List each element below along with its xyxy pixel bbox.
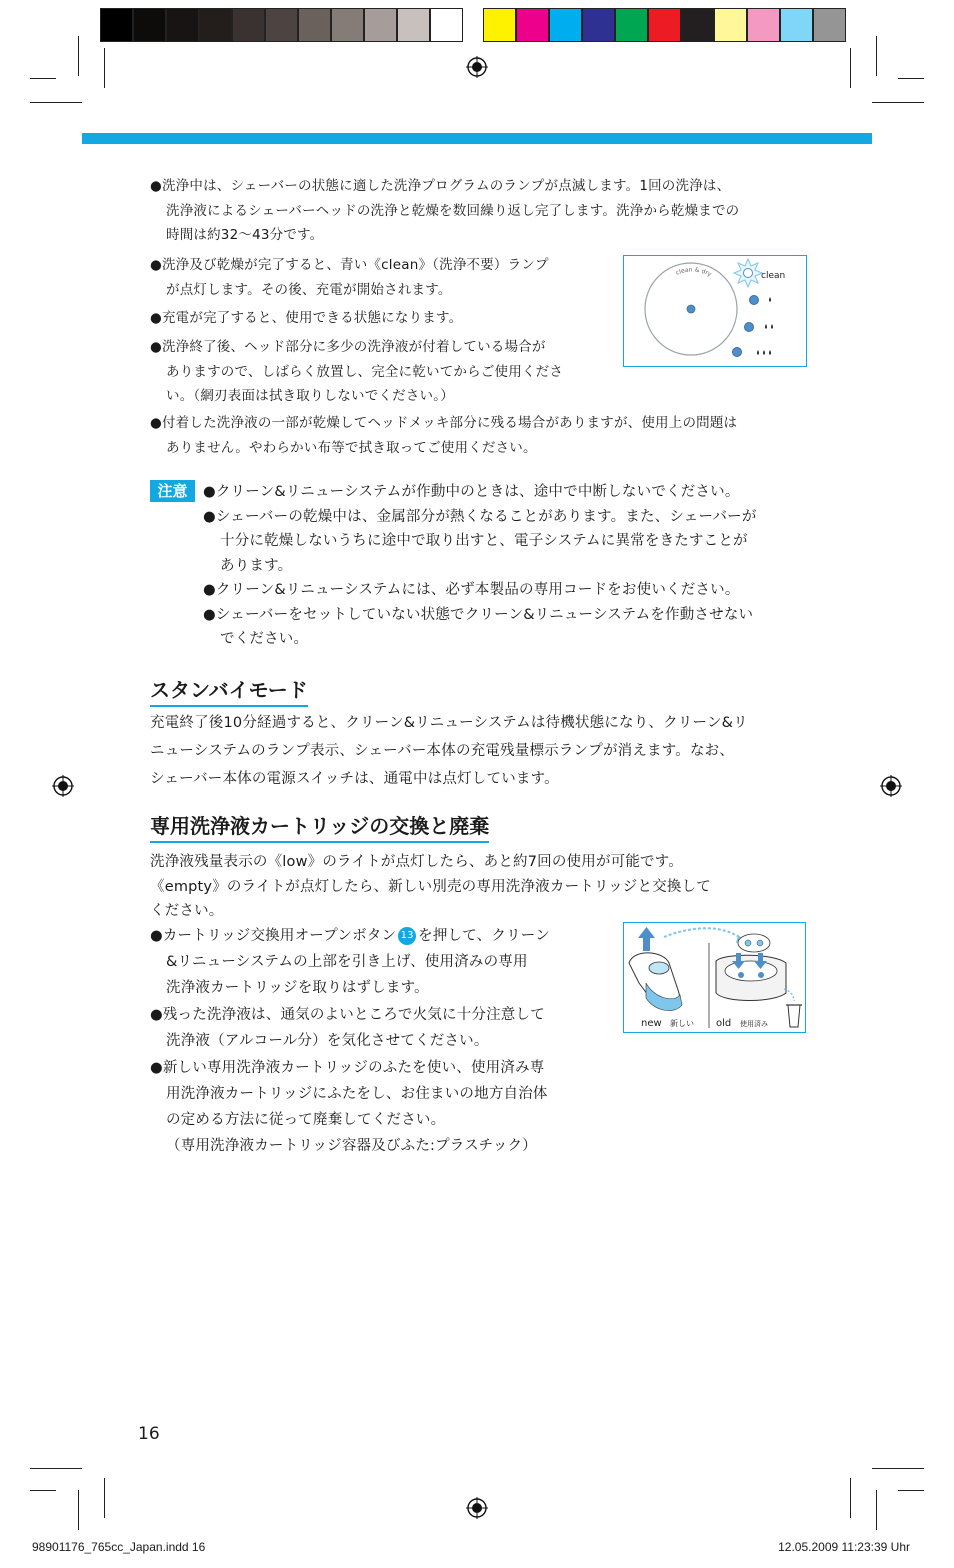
text-line: ●洗浄及び乾燥が完了すると、青い《clean》（洗浄不要）ランプ	[150, 257, 549, 273]
caution-item: ●クリーン&リニューシステムには、必ず本製品の専用コードをお使いください。	[203, 582, 740, 598]
caution-item: ●クリーン&リニューシステムが作動中のときは、途中で中断しないでください。	[203, 484, 740, 500]
registration-mark-icon	[880, 775, 902, 797]
text-line: ●付着した洗浄液の一部が乾燥してヘッドメッキ部分に残る場合がありますが、使用上の問題は	[150, 415, 738, 431]
intro-bullet-1	[150, 174, 739, 248]
cartridge-intro	[150, 850, 711, 924]
registration-mark-icon	[52, 775, 74, 797]
old-label-jp: 使用済み	[740, 1020, 768, 1028]
text-line: 洗浄液（アルコール分）を気化させてください。	[166, 1033, 489, 1049]
color-swatch	[133, 8, 166, 42]
caution-item-cont: でください。	[220, 631, 309, 647]
crop-mark	[872, 102, 924, 103]
text-line: 《empty》のライトが点灯したら、新しい別売の専用洗浄液カートリッジと交換して	[150, 878, 711, 895]
old-label: old	[716, 1018, 732, 1029]
caution-item: ●シェーバーをセットしていない状態でクリーン&リニューシステムを作動させない	[203, 606, 754, 623]
caution-item-cont: 十分に乾燥しないうちに途中で取り出すと、電子システムに異常をきたすことが	[220, 533, 748, 549]
cartridge-illustration	[624, 923, 804, 1031]
caution-tag: 注意	[150, 480, 195, 502]
crop-mark	[898, 78, 924, 79]
color-swatch	[298, 8, 331, 42]
caution-item: ●シェーバーの乾燥中は、金属部分が熱くなることがあります。また、シェーバーが	[203, 508, 757, 525]
text-line: 洗浄液カートリッジを取りはずします。	[166, 980, 429, 996]
color-swatch	[681, 8, 714, 42]
section-title: 専用洗浄液カートリッジの交換と廃棄	[150, 814, 490, 838]
text-line: ●洗浄終了後、ヘッド部分に多少の洗浄液が付着している場合が	[150, 339, 546, 355]
color-swatch	[199, 8, 232, 42]
drop-two-icon	[765, 324, 773, 329]
text-line: ありません。やわらかい布等で拭き取ってご使用ください。	[166, 439, 537, 456]
text-line: が点灯します。その後、充電が開始されます。	[166, 281, 452, 298]
registration-mark-icon	[466, 56, 488, 78]
color-swatch	[813, 8, 846, 42]
color-swatch	[430, 8, 463, 42]
crop-mark	[78, 36, 79, 76]
cartridge-figure	[623, 922, 806, 1033]
color-bar-right	[483, 8, 846, 42]
crop-mark	[876, 1490, 877, 1530]
crop-mark	[850, 1478, 851, 1518]
crop-mark	[872, 1468, 924, 1469]
text-line: い。（網刃表面は拭き取りしないでください。）	[166, 388, 454, 404]
text-line: 用洗浄液カートリッジにふたをし、お住まいの地方自治体	[166, 1086, 548, 1102]
up-arrow-icon	[638, 927, 655, 951]
empty-lamp-icon	[733, 348, 742, 357]
registration-mark-icon	[466, 1497, 488, 1519]
crop-mark	[78, 1490, 79, 1530]
text-line: ●残った洗浄液は、通気のよいところで火気に十分注意して	[150, 1007, 545, 1023]
text-line	[150, 923, 550, 949]
intro-bullet-3	[150, 306, 462, 331]
page-number: 16	[138, 1424, 160, 1444]
text-line: （専用洗浄液カートリッジ容器及びふた:プラスチック）	[166, 1138, 537, 1154]
header-rule	[82, 133, 872, 144]
transfer-arrow	[664, 928, 742, 939]
heading-underline	[150, 841, 489, 843]
low-lamp-icon	[750, 296, 759, 305]
color-swatch	[648, 8, 681, 42]
clean-lamp-icon	[734, 259, 762, 287]
cartridge-bullet-2	[150, 1002, 545, 1054]
color-swatch	[582, 8, 615, 42]
new-label-jp: 新しい	[670, 1019, 694, 1028]
text-line: ありますので、しばらく放置し、完全に乾いてからご使用くださ	[166, 363, 564, 380]
dial-label: clean & dry	[674, 266, 713, 279]
lamp-panel-illustration	[624, 256, 805, 365]
standby-paragraph	[150, 709, 748, 793]
color-swatch	[516, 8, 549, 42]
color-swatch	[615, 8, 648, 42]
text-line: ●新しい専用洗浄液カートリッジのふたを使い、使用済み専	[150, 1060, 545, 1076]
button-13-badge: 13	[398, 927, 416, 945]
text-line: 時間は約32～43分です。	[166, 227, 324, 243]
text-line: 洗浄液によるシェーバーヘッドの洗浄と乾燥を数回繰り返し完了します。洗浄から乾燥までの	[166, 202, 740, 219]
cartridge-bullet-1	[150, 923, 550, 1001]
color-swatch	[265, 8, 298, 42]
color-swatch	[780, 8, 813, 42]
old-cartridge-icon	[716, 934, 786, 1001]
text-line: ●洗浄中は、シェーバーの状態に適した洗浄プログラムのランプが点滅します。1回の洗浄は、	[150, 178, 731, 194]
color-swatch	[747, 8, 780, 42]
color-swatch	[232, 8, 265, 42]
clean-lamp-label: clean	[761, 271, 786, 281]
text-line: ニューシステムのランプ表示、シェーバー本体の充電残量標示ランプが消えます。なお、	[150, 743, 735, 759]
color-swatch	[100, 8, 133, 42]
crop-mark	[30, 78, 56, 79]
text-line: ●充電が完了すると、使用できる状態になります。	[150, 310, 463, 326]
text-fragment: を押して、クリーン	[418, 928, 550, 944]
text-line: の定める方法に従って廃棄してください。	[166, 1112, 446, 1128]
crop-mark	[30, 102, 82, 103]
crop-mark	[850, 48, 851, 88]
crop-mark	[898, 1490, 924, 1491]
crop-mark	[104, 48, 105, 88]
color-swatch	[549, 8, 582, 42]
medium-lamp-icon	[745, 323, 754, 332]
intro-bullet-5	[150, 411, 737, 460]
color-swatch	[364, 8, 397, 42]
crop-mark	[876, 36, 877, 76]
drop-three-icon	[757, 350, 771, 355]
section-heading-standby	[150, 677, 308, 703]
new-label: new	[641, 1018, 662, 1029]
color-swatch	[714, 8, 747, 42]
lamp-panel-figure	[623, 255, 807, 367]
trash-bin-icon	[784, 989, 802, 1027]
text-line: ください。	[150, 903, 224, 919]
caution-item-cont: あります。	[220, 557, 293, 574]
cartridge-bullet-3	[150, 1055, 548, 1159]
color-swatch	[166, 8, 199, 42]
footer-file: 98901176_765cc_Japan.indd 16	[32, 1540, 206, 1554]
color-swatch	[483, 8, 516, 42]
crop-mark	[30, 1468, 82, 1469]
color-swatch	[331, 8, 364, 42]
color-swatch	[397, 8, 430, 42]
color-bar-left	[100, 8, 463, 42]
section-title: スタンバイモード	[150, 678, 308, 702]
new-cartridge-icon	[629, 953, 682, 1011]
text-line: 洗浄液残量表示の《low》のライトが点灯したら、あと約7回の使用が可能です。	[150, 854, 683, 870]
footer-timestamp: 12.05.2009 11:23:39 Uhr	[778, 1540, 910, 1554]
intro-bullet-2	[150, 253, 549, 302]
text-line: &リニューシステムの上部を引き上げ、使用済みの専用	[166, 954, 528, 970]
caution-list	[203, 480, 757, 652]
crop-mark	[30, 1490, 56, 1491]
crop-mark	[104, 1478, 105, 1518]
heading-underline	[150, 705, 308, 707]
text-fragment: ●カートリッジ交換用オープンボタン	[150, 928, 397, 944]
section-heading-cartridge	[150, 813, 489, 839]
drop-one-icon	[769, 297, 771, 302]
text-line: 充電終了後10分経過すると、クリーン&リニューシステムは待機状態になり、クリーン&リ	[150, 715, 748, 731]
intro-bullet-4	[150, 335, 563, 409]
text-line: シェーバー本体の電源スイッチは、通電中は点灯しています。	[150, 771, 559, 787]
